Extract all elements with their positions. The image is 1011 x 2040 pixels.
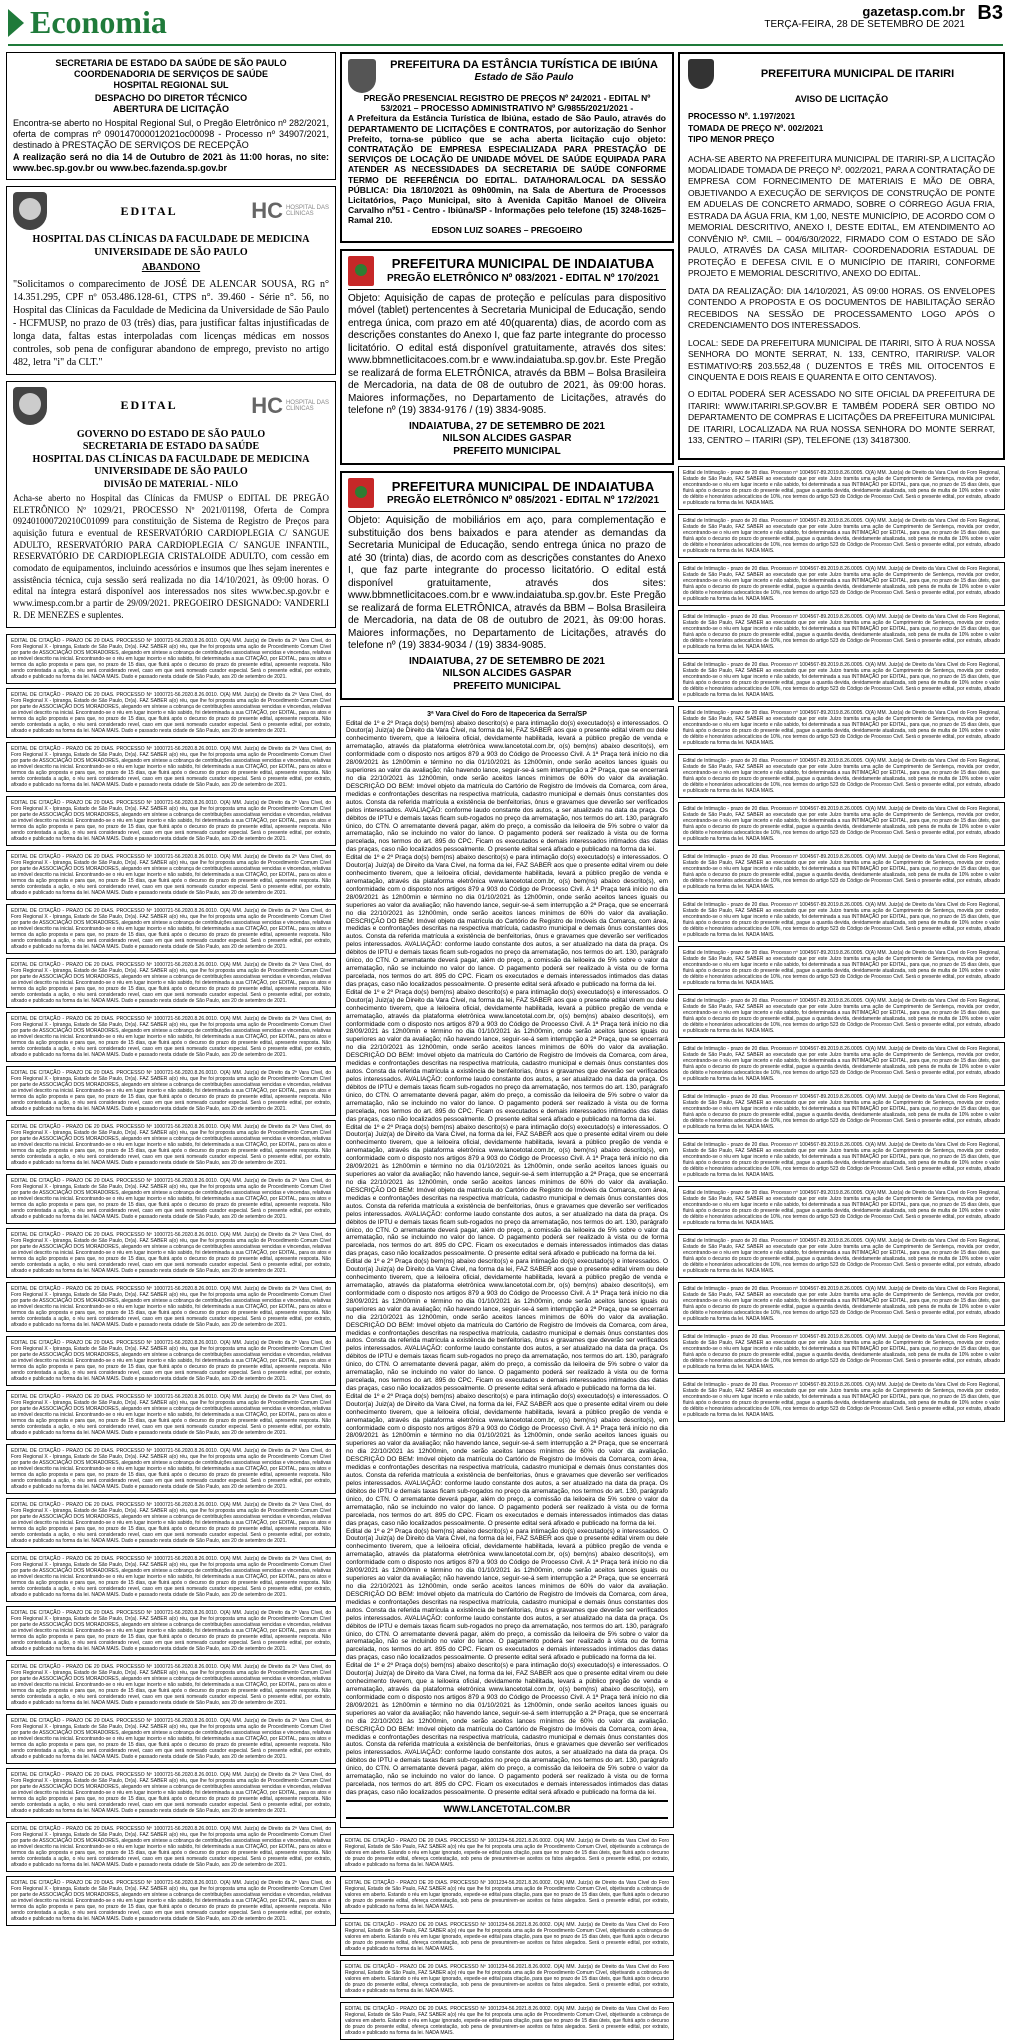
legal-notice	[6, 1444, 336, 1494]
edital-org: HOSPITAL DAS CLÍNICAS DA FACULDADE DE MEDICINA	[32, 234, 310, 246]
legal-notice	[678, 802, 1005, 846]
legal-notice	[6, 1876, 336, 1926]
column-left	[6, 52, 336, 1922]
legal-notice-text: Edital de Intimação - prazo de 20 dias. Processo nº 1004567-89.2019.8.26.0005. O(A) MM. Juiz(a) de Direito da Vara Cível do Foro Regional, Estado de São Paulo, FAZ SABER ao executado que por este Juízo tramita uma ação de Cumprimento de Sentença, movida por credor, encontrando-se o réu em lugar incerto e não sabido, foi determinada a sua INTIMAÇÃO por EDITAL, para que, no prazo de 15 dias úteis, que fluirá após o decurso do prazo do presente edital, pague a quantia devida, devidamente atualizada, sob pena de multa de 10% sobre o valor do débito e honorários advocatícios de 10%, nos termos do artigo 523 do Código de Processo Civil. Será o presente edital, por extrato, afixado e publicado na forma da lei. NADA MAIS.	[683, 757, 1000, 794]
legal-notice	[340, 1918, 674, 1956]
indaiatuba-notice-2	[340, 471, 674, 700]
legal-notice-text: Edital de Intimação - prazo de 20 dias. Processo nº 1004567-89.2019.8.26.0005. O(A) MM. Juiz(a) de Direito da Vara Cível do Foro Regional, Estado de São Paulo, FAZ SABER ao executado que por este Juízo tramita uma ação de Cumprimento de Sentença, movida por credor, encontrando-se o réu em lugar incerto e não sabido, foi determinada a sua INTIMAÇÃO por EDITAL, para que, no prazo de 15 dias úteis, que fluirá após o decurso do prazo do presente edital, pague a quantia devida, devidamente atualizada, sob pena de multa de 10% sobre o valor do débito e honorários advocatícios de 10%, nos termos do artigo 523 do Código de Processo Civil. Será o presente edital, por extrato, afixado e publicado na forma da lei. NADA MAIS.	[683, 517, 1000, 554]
legal-notice	[6, 742, 336, 792]
legal-notice	[678, 994, 1005, 1038]
itariri-paragraph: ACHA-SE ABERTO NA PREFEITURA MUNICIPAL DE ITARIRI-SP, A LICITAÇÃO MODALIDADE TOMADA DE PREÇO Nº. 002/2021, PARA A CONTRATAÇÃO DE EMPRESA COM FORNECIMENTO DE MATERIAIS E MÃO DE OBRA, OBJETIVANDO A EXECUÇÃO DE SERVIÇOS DE CONSTRUÇÃO DE PONTE EM ADUELAS DE CONCRETO ARMADO, SOBRE O CÓRREGO ÁGUA FRIA, ESTRADA DA ÁGUA FRIA, KM 1,00, NESTE MUNICÍPIO, DE ACORDO COM O MEMORIAL DESCRITIVO, ANEXO I, DESTE EDITAL, EM ATENDIMENTO AO CONVÊNIO Nº. CMIL – 004/6/30/2022, FIRMADO COM O ESTADO DE SÃO PAULO, ATRAVÉS DA CASA MILITAR- COORDENADORIA ESTADUAL DE PROTEÇÃO E DEFESA CIVIL E O MUNICÍPIO DE ITARIRI, CONFORME PROJETO E MEMORIAL DESCRITIVO, ANEXO DO EDITAL.	[688, 153, 995, 279]
signature-role: PREFEITO MUNICIPAL	[453, 445, 561, 457]
legal-notice	[6, 1120, 336, 1170]
legal-notice-text: Edital de Intimação - prazo de 20 dias. Processo nº 1004567-89.2019.8.26.0005. O(A) MM. Juiz(a) de Direito da Vara Cível do Foro Regional, Estado de São Paulo, FAZ SABER ao executado que por este Juízo tramita uma ação de Cumprimento de Sentença, movida por credor, encontrando-se o réu em lugar incerto e não sabido, foi determinada a sua INTIMAÇÃO por EDITAL, para que, no prazo de 15 dias úteis, que fluirá após o decurso do prazo do presente edital, pague a quantia devida, devidamente atualizada, sob pena de multa de 10% sobre o valor do débito e honorários advocatícios de 10%, nos termos do artigo 523 do Código de Processo Civil. Será o presente edital, por extrato, afixado e publicado na forma da lei. NADA MAIS.	[683, 1333, 1000, 1370]
legal-notice-text: Edital de Intimação - prazo de 20 dias. Processo nº 1004567-89.2019.8.26.0005. O(A) MM. Juiz(a) de Direito da Vara Cível do Foro Regional, Estado de São Paulo, FAZ SABER ao executado que por este Juízo tramita uma ação de Cumprimento de Sentença, movida por credor, encontrando-se o réu em lugar incerto e não sabido, foi determinada a sua INTIMAÇÃO por EDITAL, para que, no prazo de 15 dias úteis, que fluirá após o decurso do prazo do presente edital, pague a quantia devida, devidamente atualizada, sob pena de multa de 10% sobre o valor do débito e honorários advocatícios de 10%, nos termos do artigo 523 do Código de Processo Civil. Será o presente edital, por extrato, afixado e publicado na forma da lei. NADA MAIS.	[683, 565, 1000, 602]
legal-notice-text: EDITAL DE CITAÇÃO - PRAZO DE 20 DIAS. PROCESSO Nº 1000721-56.2020.8.26.0010. O(A) MM. Juiz(a) de Direito da 2ª Vara Cível, do Foro Regional X - Ipiranga, Estado de São Paulo, Dr(a). FAZ SABER a(o) réu, que lhe foi proposta uma ação de Procedimento Comum Cível por parte de ASSOCIAÇÃO DOS MORADORES, alegando em síntese a cobrança de contribuições associativas vencidas e vincendas, relativas ao imóvel descrito na inicial. Encontrando-se o réu em lugar incerto e não sabido, foi determinada a sua CITAÇÃO, por EDITAL, para os atos e termos da ação proposta e para que, no prazo de 15 dias, que fluirá após o decurso do prazo do presente edital, apresente resposta. Não sendo contestada a ação, o réu será considerado revel, caso em que será nomeado curador especial. Será o presente edital, por extrato, afixado e publicado na forma da lei. NADA MAIS. Dado e passado nesta cidade de São Paulo, aos 20 de setembro de 2021.	[11, 1285, 331, 1328]
indaiatuba-body: Objeto: Aquisição de mobiliários em aço, para complementação e substituição dos bens baixados e para atender as demandas da Secretaria Municipal de Educação, sendo entrega única no prazo de até 30 (trinta) dias, de acordo com as descrições constantes do Anexo I, que faz parte integrante do processo licitatório. O edital está disponível gratuitamente, através dos sites: www.bbmnetlicitacoes.com.br e www.indaiatuba.sp.gov.br. Este Pregão se realizará de forma ELETRÔNICA, através da BBM – Bolsa Brasileira de Mercadoria, na data de 08 de outubro de 2021, às 09:00 horas. Maiores informações, no Departamento de Licitações, através do telefone nº (19) 3834-9034 / (19) 3834-9085.	[348, 515, 666, 652]
legal-notice	[678, 514, 1005, 558]
indaiatuba-crest-icon	[348, 256, 374, 286]
legal-notice	[6, 688, 336, 738]
legal-notice	[678, 898, 1005, 942]
edital-org: UNIVERSIDADE DE SÃO PAULO	[94, 466, 248, 478]
column-right	[678, 52, 1005, 1782]
legal-notice	[678, 754, 1005, 798]
itariri-tipo: TIPO MENOR PREÇO	[688, 134, 775, 145]
legal-notice	[6, 1066, 336, 1116]
legal-notice	[6, 1174, 336, 1224]
legal-notice-text: EDITAL DE CITAÇÃO - PRAZO DE 20 DIAS. PROCESSO Nº 1000721-56.2020.8.26.0010. O(A) MM. Juiz(a) de Direito da 2ª Vara Cível, do Foro Regional X - Ipiranga, Estado de São Paulo, Dr(a). FAZ SABER a(o) réu, que lhe foi proposta uma ação de Procedimento Comum Cível por parte de ASSOCIAÇÃO DOS MORADORES, alegando em síntese a cobrança de contribuições associativas vencidas e vincendas, relativas ao imóvel descrito na inicial. Encontrando-se o réu em lugar incerto e não sabido, foi determinada a sua CITAÇÃO, por EDITAL, para os atos e termos da ação proposta e para que, no prazo de 15 dias, que fluirá após o decurso do prazo do presente edital, apresente resposta. Não sendo contestada a ação, o réu será considerado revel, caso em que será nomeado curador especial. Será o presente edital, por extrato, afixado e publicado na forma da lei. NADA MAIS. Dado e passado nesta cidade de São Paulo, aos 20 de setembro de 2021.	[11, 1555, 331, 1598]
legal-notice	[340, 1960, 674, 1998]
itariri-notice	[678, 52, 1005, 460]
logo-row	[13, 192, 329, 230]
edital-subject: ABANDONO	[141, 262, 201, 274]
auction-site-link[interactable]: WWW.LANCETOTAL.COM.BR	[346, 1800, 668, 1819]
legal-notice	[678, 610, 1005, 654]
ibiuna-notice	[340, 52, 674, 243]
legal-notice-text: EDITAL DE CITAÇÃO - PRAZO DE 20 DIAS. PROCESSO Nº 1000721-56.2020.8.26.0010. O(A) MM. Juiz(a) de Direito da 2ª Vara Cível, do Foro Regional X - Ipiranga, Estado de São Paulo, Dr(a). FAZ SABER a(o) réu, que lhe foi proposta uma ação de Procedimento Comum Cível por parte de ASSOCIAÇÃO DOS MORADORES, alegando em síntese a cobrança de contribuições associativas vencidas e vincendas, relativas ao imóvel descrito na inicial. Encontrando-se o réu em lugar incerto e não sabido, foi determinada a sua CITAÇÃO, por EDITAL, para os atos e termos da ação proposta e para que, no prazo de 15 dias, que fluirá após o decurso do prazo do presente edital, apresente resposta. Não sendo contestada a ação, o réu será considerado revel, caso em que será nomeado curador especial. Será o presente edital, por extrato, afixado e publicado na forma da lei. NADA MAIS. Dado e passado nesta cidade de São Paulo, aos 20 de setembro de 2021.	[11, 745, 331, 788]
legal-notice-text: EDITAL DE CITAÇÃO - PRAZO DE 20 DIAS. PROCESSO Nº 1001234-56.2021.8.26.0002. O(A) MM. Juiz(a) de Direito da Vara Cível do Foro Regional, Estado de São Paulo, FAZ SABER a(o) réu que lhe foi proposta uma ação de Procedimento Comum Cível, objetivando a cobrança de valores em aberto. Estando o réu em lugar ignorado, expede-se edital para citação, para que no prazo de 15 dias úteis, que fluirá após o decurso do prazo do presente edital, ofereça contestação, sob pena de presumirem-se aceitos os fatos alegados. Será o presente edital, por extrato, afixado e publicado na forma da lei. NADA MAIS.	[345, 1838, 669, 1869]
legal-notice	[6, 1336, 336, 1386]
auction-body: Edital de 1º e 2º Praça do(s) bem(ns) abaixo descrito(s) e para intimação do(s) executado(s) e interessados. O Doutor(a) Juiz(a) de Direito da Vara Cível, na forma da lei, FAZ SABER aos que o presente edital virem ou dele conhecimento tiverem, que a leiloeira oficial, devidamente habilitada, levará a público pregão de venda e arrematação, através da plataforma eletrônica www.lancetotal.com.br, o(s) bem(ns) abaixo descrito(s), em conformidade com o disposto nos artigos 879 a 903 do Código de Processo Civil. A 1ª Praça terá início no dia 28/09/2021 às 12h00min e término no dia 01/10/2021 às 12h00min, onde serão aceitos lances iguais ou superiores ao valor da avaliação; não havendo lance, seguir-se-á sem interrupção a 2ª Praça, que se encerrará no dia 22/10/2021 às 12h00min, onde serão aceitos lances mínimos de 60% do valor da avaliação. DESCRIÇÃO DO BEM: Imóvel objeto da matrícula do Cartório de Registro de Imóveis da Comarca, com área, medidas e confrontações descritas na respectiva matrícula, cadastro municipal e demais ônus constantes dos autos. Consta da referida matrícula a existência de benfeitorias, ônus e gravames que deverão ser verificados pelos interessados. AVALIAÇÃO: conforme laudo constante dos autos, a ser atualizado na data da praça. Os débitos de IPTU e demais taxas ficam sub-rogados no preço da arrematação, nos termos do art. 130, parágrafo único, do CTN. O arrematante deverá pagar, além do preço, a comissão da leiloeira de 5% sobre o valor da arrematação, não se incluindo no valor do lance. O pagamento poderá ser realizado à vista ou de forma parcelada, nos termos do art. 895 do CPC. Ficam os executados e demais interessados intimados das datas das praças, caso não localizados pessoalmente. O presente edital será afixado e publicado na forma da lei.	[346, 1527, 668, 1662]
auction-body: Edital de 1º e 2º Praça do(s) bem(ns) abaixo descrito(s) e para intimação do(s) executado(s) e interessados. O Doutor(a) Juiz(a) de Direito da Vara Cível, na forma da lei, FAZ SABER aos que o presente edital virem ou dele conhecimento tiverem, que a leiloeira oficial, devidamente habilitada, levará a público pregão de venda e arrematação, através da plataforma eletrônica www.lancetotal.com.br, o(s) bem(ns) abaixo descrito(s), em conformidade com o disposto nos artigos 879 a 903 do Código de Processo Civil. A 1ª Praça terá início no dia 28/09/2021 às 12h00min e término no dia 01/10/2021 às 12h00min, onde serão aceitos lances iguais ou superiores ao valor da avaliação; não havendo lance, seguir-se-á sem interrupção a 2ª Praça, que se encerrará no dia 22/10/2021 às 12h00min, onde serão aceitos lances mínimos de 60% do valor da avaliação. DESCRIÇÃO DO BEM: Imóvel objeto da matrícula do Cartório de Registro de Imóveis da Comarca, com área, medidas e confrontações descritas na respectiva matrícula, cadastro municipal e demais ônus constantes dos autos. Consta da referida matrícula a existência de benfeitorias, ônus e gravames que deverão ser verificados pelos interessados. AVALIAÇÃO: conforme laudo constante dos autos, a ser atualizado na data da praça. Os débitos de IPTU e demais taxas ficam sub-rogados no preço da arrematação, nos termos do art. 130, parágrafo único, do CTN. O arrematante deverá pagar, além do preço, a comissão da leiloeira de 5% sobre o valor da arrematação, não se incluindo no valor do lance. O pagamento poderá ser realizado à vista ou de forma parcelada, nos termos do art. 895 do CPC. Ficam os executados e demais interessados intimados das datas das praças, caso não localizados pessoalmente. O presente edital será afixado e publicado na forma da lei.	[346, 988, 668, 1123]
notice-heading: DESPACHO DO DIRETOR TÉCNICO	[94, 93, 248, 104]
legal-notice-text: EDITAL DE CITAÇÃO - PRAZO DE 20 DIAS. PROCESSO Nº 1000721-56.2020.8.26.0010. O(A) MM. Juiz(a) de Direito da 2ª Vara Cível, do Foro Regional X - Ipiranga, Estado de São Paulo, Dr(a). FAZ SABER a(o) réu, que lhe foi proposta uma ação de Procedimento Comum Cível por parte de ASSOCIAÇÃO DOS MORADORES, alegando em síntese a cobrança de contribuições associativas vencidas e vincendas, relativas ao imóvel descrito na inicial. Encontrando-se o réu em lugar incerto e não sabido, foi determinada a sua CITAÇÃO, por EDITAL, para os atos e termos da ação proposta e para que, no prazo de 15 dias, que fluirá após o decurso do prazo do presente edital, apresente resposta. Não sendo contestada a ação, o réu será considerado revel, caso em que será nomeado curador especial. Será o presente edital, por extrato, afixado e publicado na forma da lei. NADA MAIS. Dado e passado nesta cidade de São Paulo, aos 20 de setembro de 2021.	[11, 1717, 331, 1760]
legal-notice	[6, 1714, 336, 1764]
edital-body: "Solicitamos o comparecimento de JOSÉ DE ALENCAR SOUSA, RG n° 14.351.295, CPF nº 053.486.128-61, CTPS n°. 39.460 - Série n°. 56, no Hospital das Clínicas da Faculdade de Medicina da Universidade de São Paulo - HCFMUSP, no prazo de 03 (três) dias, para justificar faltas injustificadas de longa data, faltas estas interpoladas com licenças médicas em nossos controles, sob pena de configurar abandono de emprego, previsto no artigo 482, letra "i" da CLT."	[13, 278, 329, 368]
legal-notice	[678, 1186, 1005, 1230]
section-title	[8, 4, 167, 41]
edital-org: UNIVERSIDADE DE SÃO PAULO	[94, 246, 248, 258]
edital-title: EDITAL	[120, 203, 178, 218]
hc-edital-pregao	[6, 381, 336, 628]
legal-notice	[6, 1822, 336, 1872]
signature-date: INDAIATUBA, 27 DE SETEMBRO DE 2021	[409, 655, 605, 667]
legal-notice	[6, 1282, 336, 1332]
edital-org: DIVISÃO DE MATERIAL - NILO	[103, 478, 239, 489]
legal-notice-text: EDITAL DE CITAÇÃO - PRAZO DE 20 DIAS. PROCESSO Nº 1000721-56.2020.8.26.0010. O(A) MM. Juiz(a) de Direito da 2ª Vara Cível, do Foro Regional X - Ipiranga, Estado de São Paulo, Dr(a). FAZ SABER a(o) réu, que lhe foi proposta uma ação de Procedimento Comum Cível por parte de ASSOCIAÇÃO DOS MORADORES, alegando em síntese a cobrança de contribuições associativas vencidas e vincendas, relativas ao imóvel descrito na inicial. Encontrando-se o réu em lugar incerto e não sabido, foi determinada a sua CITAÇÃO, por EDITAL, para os atos e termos da ação proposta e para que, no prazo de 15 dias, que fluirá após o decurso do prazo do presente edital, apresente resposta. Não sendo contestada a ação, o réu será considerado revel, caso em que será nomeado curador especial. Será o presente edital, por extrato, afixado e publicado na forma da lei. NADA MAIS. Dado e passado nesta cidade de São Paulo, aos 20 de setembro de 2021.	[11, 637, 331, 680]
site-name: gazetasp.com.br	[862, 4, 965, 19]
legal-notice	[6, 1498, 336, 1548]
signature-role: PREFEITO MUNICIPAL	[453, 680, 561, 692]
legal-notice-text: EDITAL DE CITAÇÃO - PRAZO DE 20 DIAS. PROCESSO Nº 1000721-56.2020.8.26.0010. O(A) MM. Juiz(a) de Direito da 2ª Vara Cível, do Foro Regional X - Ipiranga, Estado de São Paulo, Dr(a). FAZ SABER a(o) réu, que lhe foi proposta uma ação de Procedimento Comum Cível por parte de ASSOCIAÇÃO DOS MORADORES, alegando em síntese a cobrança de contribuições associativas vencidas e vincendas, relativas ao imóvel descrito na inicial. Encontrando-se o réu em lugar incerto e não sabido, foi determinada a sua CITAÇÃO, por EDITAL, para os atos e termos da ação proposta e para que, no prazo de 15 dias, que fluirá após o decurso do prazo do presente edital, apresente resposta. Não sendo contestada a ação, o réu será considerado revel, caso em que será nomeado curador especial. Será o presente edital, por extrato, afixado e publicado na forma da lei. NADA MAIS. Dado e passado nesta cidade de São Paulo, aos 20 de setembro de 2021.	[11, 1339, 331, 1382]
legal-notice-text: EDITAL DE CITAÇÃO - PRAZO DE 20 DIAS. PROCESSO Nº 1000721-56.2020.8.26.0010. O(A) MM. Juiz(a) de Direito da 2ª Vara Cível, do Foro Regional X - Ipiranga, Estado de São Paulo, Dr(a). FAZ SABER a(o) réu, que lhe foi proposta uma ação de Procedimento Comum Cível por parte de ASSOCIAÇÃO DOS MORADORES, alegando em síntese a cobrança de contribuições associativas vencidas e vincendas, relativas ao imóvel descrito na inicial. Encontrando-se o réu em lugar incerto e não sabido, foi determinada a sua CITAÇÃO, por EDITAL, para os atos e termos da ação proposta e para que, no prazo de 15 dias, que fluirá após o decurso do prazo do presente edital, apresente resposta. Não sendo contestada a ação, o réu será considerado revel, caso em que será nomeado curador especial. Será o presente edital, por extrato, afixado e publicado na forma da lei. NADA MAIS. Dado e passado nesta cidade de São Paulo, aos 20 de setembro de 2021.	[11, 799, 331, 842]
legal-notice-text: Edital de Intimação - prazo de 20 dias. Processo nº 1004567-89.2019.8.26.0005. O(A) MM. Juiz(a) de Direito da Vara Cível do Foro Regional, Estado de São Paulo, FAZ SABER ao executado que por este Juízo tramita uma ação de Cumprimento de Sentença, movida por credor, encontrando-se o réu em lugar incerto e não sabido, foi determinada a sua INTIMAÇÃO por EDITAL, para que, no prazo de 15 dias úteis, que fluirá após o decurso do prazo do presente edital, pague a quantia devida, devidamente atualizada, sob pena de multa de 10% sobre o valor do débito e honorários advocatícios de 10%, nos termos do artigo 523 do Código de Processo Civil. Será o presente edital, por extrato, afixado e publicado na forma da lei. NADA MAIS.	[683, 805, 1000, 842]
notice-heading: ABERTURA DE LICITAÇÃO	[113, 104, 229, 115]
itariri-process: PROCESSO Nº. 1.197/2021	[688, 111, 796, 122]
indaiatuba-signature	[348, 656, 666, 694]
ibiuna-body: A Prefeitura da Estância Turística de Ibiúna, estado de São Paulo, através do DEPARTAMENTO DE LICITAÇÕES E CONTRATOS, por autorização do Senhor Prefeito, torna-se público que se acha aberta licitação cujo objeto: CONTRATAÇÃO DE EMPRESA ESPECIALIZADA PARA PRESTAÇÃO DE SERVIÇOS DE LOCAÇÃO DE UNIDADE MÓVEL DE SAÚDE EQUIPADA PARA ATENDER AS NECESSIDADES DA SECRETARIA DE SAÚDE CONFORME TERMO DE REFERÊNCIA DO EDITAL. DATA/HORA/LOCAL DA SESSÃO PÚBLICA: Dia 18/10/2021 às 09h00min, na Sala de Abertura de Processos Licitatórios, Paço Municipal, sito à Avenida Capitão Manoel de Oliveira Carvalho nº51 - Centro - Ibiúna/SP - Informações pelo telefone (15) 3248-1625– Ramal 210.	[348, 113, 666, 226]
legal-notice	[6, 1606, 336, 1656]
indaiatuba-notice-1	[340, 249, 674, 466]
legal-notice-text: Edital de Intimação - prazo de 20 dias. Processo nº 1004567-89.2019.8.26.0005. O(A) MM. Juiz(a) de Direito da Vara Cível do Foro Regional, Estado de São Paulo, FAZ SABER ao executado que por este Juízo tramita uma ação de Cumprimento de Sentença, movida por credor, encontrando-se o réu em lugar incerto e não sabido, foi determinada a sua INTIMAÇÃO por EDITAL, para que, no prazo de 15 dias úteis, que fluirá após o decurso do prazo do presente edital, pague a quantia devida, devidamente atualizada, sob pena de multa de 10% sobre o valor do débito e honorários advocatícios de 10%, nos termos do artigo 523 do Código de Processo Civil. Será o presente edital, por extrato, afixado e publicado na forma da lei. NADA MAIS.	[683, 901, 1000, 938]
logo-row	[13, 387, 329, 425]
legal-notice	[678, 466, 1005, 510]
auction-body: Edital de 1º e 2º Praça do(s) bem(ns) abaixo descrito(s) e para intimação do(s) executado(s) e interessados. O Doutor(a) Juiz(a) de Direito da Vara Cível, na forma da lei, FAZ SABER aos que o presente edital virem ou dele conhecimento tiverem, que a leiloeira oficial, devidamente habilitada, levará a público pregão de venda e arrematação, através da plataforma eletrônica www.lancetotal.com.br, o(s) bem(ns) abaixo descrito(s), em conformidade com o disposto nos artigos 879 a 903 do Código de Processo Civil. A 1ª Praça terá início no dia 28/09/2021 às 12h00min e término no dia 01/10/2021 às 12h00min, onde serão aceitos lances iguais ou superiores ao valor da avaliação; não havendo lance, seguir-se-á sem interrupção a 2ª Praça, que se encerrará no dia 22/10/2021 às 12h00min, onde serão aceitos lances mínimos de 60% do valor da avaliação. DESCRIÇÃO DO BEM: Imóvel objeto da matrícula do Cartório de Registro de Imóveis da Comarca, com área, medidas e confrontações descritas na respectiva matrícula, cadastro municipal e demais ônus constantes dos autos. Consta da referida matrícula a existência de benfeitorias, ônus e gravames que deverão ser verificados pelos interessados. AVALIAÇÃO: conforme laudo constante dos autos, a ser atualizado na data da praça. Os débitos de IPTU e demais taxas ficam sub-rogados no preço da arrematação, nos termos do art. 130, parágrafo único, do CTN. O arrematante deverá pagar, além do preço, a comissão da leiloeira de 5% sobre o valor da arrematação, não se incluindo no valor do lance. O pagamento poderá ser realizado à vista ou de forma parcelada, nos termos do art. 895 do CPC. Ficam os executados e demais interessados intimados das datas das praças, caso não localizados pessoalmente. O presente edital será afixado e publicado na forma da lei.	[346, 719, 668, 854]
auction-body: Edital de 1º e 2º Praça do(s) bem(ns) abaixo descrito(s) e para intimação do(s) executado(s) e interessados. O Doutor(a) Juiz(a) de Direito da Vara Cível, na forma da lei, FAZ SABER aos que o presente edital virem ou dele conhecimento tiverem, que a leiloeira oficial, devidamente habilitada, levará a público pregão de venda e arrematação, através da plataforma eletrônica www.lancetotal.com.br, o(s) bem(ns) abaixo descrito(s), em conformidade com o disposto nos artigos 879 a 903 do Código de Processo Civil. A 1ª Praça terá início no dia 28/09/2021 às 12h00min e término no dia 01/10/2021 às 12h00min, onde serão aceitos lances iguais ou superiores ao valor da avaliação; não havendo lance, seguir-se-á sem interrupção a 2ª Praça, que se encerrará no dia 22/10/2021 às 12h00min, onde serão aceitos lances mínimos de 60% do valor da avaliação. DESCRIÇÃO DO BEM: Imóvel objeto da matrícula do Cartório de Registro de Imóveis da Comarca, com área, medidas e confrontações descritas na respectiva matrícula, cadastro municipal e demais ônus constantes dos autos. Consta da referida matrícula a existência de benfeitorias, ônus e gravames que deverão ser verificados pelos interessados. AVALIAÇÃO: conforme laudo constante dos autos, a ser atualizado na data da praça. Os débitos de IPTU e demais taxas ficam sub-rogados no preço da arrematação, nos termos do art. 130, parágrafo único, do CTN. O arrematante deverá pagar, além do preço, a comissão da leiloeira de 5% sobre o valor da arrematação, não se incluindo no valor do lance. O pagamento poderá ser realizado à vista ou de forma parcelada, nos termos do art. 895 do CPC. Ficam os executados e demais interessados intimados das datas das praças, caso não localizados pessoalmente. O presente edital será afixado e publicado na forma da lei.	[346, 1123, 668, 1258]
ibiuna-crest-icon	[348, 59, 376, 93]
hc-logo-icon: HC HOSPITAL DAS CLÍNICAS	[251, 392, 329, 418]
signature-name: NILSON ALCIDES GASPAR	[442, 668, 572, 680]
page-number: B3	[977, 2, 1003, 24]
legal-notice-text: EDITAL DE CITAÇÃO - PRAZO DE 20 DIAS. PROCESSO Nº 1000721-56.2020.8.26.0010. O(A) MM. Juiz(a) de Direito da 2ª Vara Cível, do Foro Regional X - Ipiranga, Estado de São Paulo, Dr(a). FAZ SABER a(o) réu, que lhe foi proposta uma ação de Procedimento Comum Cível por parte de ASSOCIAÇÃO DOS MORADORES, alegando em síntese a cobrança de contribuições associativas vencidas e vincendas, relativas ao imóvel descrito na inicial. Encontrando-se o réu em lugar incerto e não sabido, foi determinada a sua CITAÇÃO, por EDITAL, para os atos e termos da ação proposta e para que, no prazo de 15 dias, que fluirá após o decurso do prazo do presente edital, apresente resposta. Não sendo contestada a ação, o réu será considerado revel, caso em que será nomeado curador especial. Será o presente edital, por extrato, afixado e publicado na forma da lei. NADA MAIS. Dado e passado nesta cidade de São Paulo, aos 20 de setembro de 2021.	[11, 691, 331, 734]
legal-notice-text: Edital de Intimação - prazo de 20 dias. Processo nº 1004567-89.2019.8.26.0005. O(A) MM. Juiz(a) de Direito da Vara Cível do Foro Regional, Estado de São Paulo, FAZ SABER ao executado que por este Juízo tramita uma ação de Cumprimento de Sentença, movida por credor, encontrando-se o réu em lugar incerto e não sabido, foi determinada a sua INTIMAÇÃO por EDITAL, para que, no prazo de 15 dias úteis, que fluirá após o decurso do prazo do presente edital, pague a quantia devida, devidamente atualizada, sob pena de multa de 10% sobre o valor do débito e honorários advocatícios de 10%, nos termos do artigo 523 do Código de Processo Civil. Será o presente edital, por extrato, afixado e publicado na forma da lei. NADA MAIS.	[683, 1285, 1000, 1322]
legal-notice	[678, 658, 1005, 702]
itariri-paragraph: O EDITAL PODERÁ SER ACESSADO NO SITE OFICIAL DA PREFEITURA DE ITARIRI: WWW.ITARIRI.SP.GOV.BR E TAMBÉM PODERÁ SER OBTIDO NO DEPARTAMENTO DE COMPRAS E LICITAÇÕES DA PREFEITURA MUNICIPAL DE ITARIRI, LOCALIZADA NA RUA NOSSA SENHORA DO MONTE SERRAT, 133, CENTRO – ITARIRI (SP), TELEFONE (13) 34187300.	[688, 389, 995, 446]
legal-notice	[6, 958, 336, 1008]
legal-notice	[6, 904, 336, 954]
edition-date: TERÇA-FEIRA, 28 DE SETEMBRO DE 2021	[764, 19, 965, 30]
indaiatuba-crest-icon	[348, 478, 374, 508]
legal-notice-text: EDITAL DE CITAÇÃO - PRAZO DE 20 DIAS. PROCESSO Nº 1000721-56.2020.8.26.0010. O(A) MM. Juiz(a) de Direito da 2ª Vara Cível, do Foro Regional X - Ipiranga, Estado de São Paulo, Dr(a). FAZ SABER a(o) réu, que lhe foi proposta uma ação de Procedimento Comum Cível por parte de ASSOCIAÇÃO DOS MORADORES, alegando em síntese a cobrança de contribuições associativas vencidas e vincendas, relativas ao imóvel descrito na inicial. Encontrando-se o réu em lugar incerto e não sabido, foi determinada a sua CITAÇÃO, por EDITAL, para os atos e termos da ação proposta e para que, no prazo de 15 dias, que fluirá após o decurso do prazo do presente edital, apresente resposta. Não sendo contestada a ação, o réu será considerado revel, caso em que será nomeado curador especial. Será o presente edital, por extrato, afixado e publicado na forma da lei. NADA MAIS. Dado e passado nesta cidade de São Paulo, aos 20 de setembro de 2021.	[11, 1609, 331, 1652]
legal-notice	[678, 1138, 1005, 1182]
legal-notice	[6, 1012, 336, 1062]
notice-org-line: HOSPITAL REGIONAL SUL	[113, 79, 229, 90]
legal-notice-text: EDITAL DE CITAÇÃO - PRAZO DE 20 DIAS. PROCESSO Nº 1001234-56.2021.8.26.0002. O(A) MM. Juiz(a) de Direito da Vara Cível do Foro Regional, Estado de São Paulo, FAZ SABER a(o) réu que lhe foi proposta uma ação de Procedimento Comum Cível, objetivando a cobrança de valores em aberto. Estando o réu em lugar ignorado, expede-se edital para citação, para que no prazo de 15 dias úteis, que fluirá após o decurso do prazo do presente edital, ofereça contestação, sob pena de presumirem-se aceitos os fatos alegados. Será o presente edital, por extrato, afixado e publicado na forma da lei. NADA MAIS.	[345, 1964, 669, 1995]
legal-notice-text: EDITAL DE CITAÇÃO - PRAZO DE 20 DIAS. PROCESSO Nº 1000721-56.2020.8.26.0010. O(A) MM. Juiz(a) de Direito da 2ª Vara Cível, do Foro Regional X - Ipiranga, Estado de São Paulo, Dr(a). FAZ SABER a(o) réu, que lhe foi proposta uma ação de Procedimento Comum Cível por parte de ASSOCIAÇÃO DOS MORADORES, alegando em síntese a cobrança de contribuições associativas vencidas e vincendas, relativas ao imóvel descrito na inicial. Encontrando-se o réu em lugar incerto e não sabido, foi determinada a sua CITAÇÃO, por EDITAL, para os atos e termos da ação proposta e para que, no prazo de 15 dias, que fluirá após o decurso do prazo do presente edital, apresente resposta. Não sendo contestada a ação, o réu será considerado revel, caso em que será nomeado curador especial. Será o presente edital, por extrato, afixado e publicado na forma da lei. NADA MAIS. Dado e passado nesta cidade de São Paulo, aos 20 de setembro de 2021.	[11, 961, 331, 1004]
ibiuna-line: PREGÃO PRESENCIAL REGISTRO DE PREÇOS Nº 24/2021 - EDITAL Nº 53/2021 – PROCESSO ADMINISTRATIVO Nº G/9855/2021/2021 -	[363, 93, 651, 114]
hospital-regional-notice	[6, 52, 336, 180]
legal-notice-text: EDITAL DE CITAÇÃO - PRAZO DE 20 DIAS. PROCESSO Nº 1000721-56.2020.8.26.0010. O(A) MM. Juiz(a) de Direito da 2ª Vara Cível, do Foro Regional X - Ipiranga, Estado de São Paulo, Dr(a). FAZ SABER a(o) réu, que lhe foi proposta uma ação de Procedimento Comum Cível por parte de ASSOCIAÇÃO DOS MORADORES, alegando em síntese a cobrança de contribuições associativas vencidas e vincendas, relativas ao imóvel descrito na inicial. Encontrando-se o réu em lugar incerto e não sabido, foi determinada a sua CITAÇÃO, por EDITAL, para os atos e termos da ação proposta e para que, no prazo de 15 dias, que fluirá após o decurso do prazo do presente edital, apresente resposta. Não sendo contestada a ação, o réu será considerado revel, caso em que será nomeado curador especial. Será o presente edital, por extrato, afixado e publicado na forma da lei. NADA MAIS. Dado e passado nesta cidade de São Paulo, aos 20 de setembro de 2021.	[11, 907, 331, 950]
legal-notice	[340, 1876, 674, 1914]
legal-notice-text: Edital de Intimação - prazo de 20 dias. Processo nº 1004567-89.2019.8.26.0005. O(A) MM. Juiz(a) de Direito da Vara Cível do Foro Regional, Estado de São Paulo, FAZ SABER ao executado que por este Juízo tramita uma ação de Cumprimento de Sentença, movida por credor, encontrando-se o réu em lugar incerto e não sabido, foi determinada a sua INTIMAÇÃO por EDITAL, para que, no prazo de 15 dias úteis, que fluirá após o decurso do prazo do presente edital, pague a quantia devida, devidamente atualizada, sob pena de multa de 10% sobre o valor do débito e honorários advocatícios de 10%, nos termos do artigo 523 do Código de Processo Civil. Será o presente edital, por extrato, afixado e publicado na forma da lei. NADA MAIS.	[683, 1237, 1000, 1274]
notice-footer: A realização será no dia 14 de Outubro de 2021 às 11:00 horas, no site: www.bec.sp.gov.br ou www.bec.fazenda.sp.gov.br	[13, 151, 329, 173]
indaiatuba-subtitle: PREGÃO ELETRÔNICO Nº 085/2021 - EDITAL Nº 172/2021	[386, 495, 660, 506]
legal-notice	[340, 2002, 674, 2040]
legal-notice	[678, 1234, 1005, 1278]
legal-notice-text: Edital de Intimação - prazo de 20 dias. Processo nº 1004567-89.2019.8.26.0005. O(A) MM. Juiz(a) de Direito da Vara Cível do Foro Regional, Estado de São Paulo, FAZ SABER ao executado que por este Juízo tramita uma ação de Cumprimento de Sentença, movida por credor, encontrando-se o réu em lugar incerto e não sabido, foi determinada a sua INTIMAÇÃO por EDITAL, para que, no prazo de 15 dias úteis, que fluirá após o decurso do prazo do presente edital, pague a quantia devida, devidamente atualizada, sob pena de multa de 10% sobre o valor do débito e honorários advocatícios de 10%, nos termos do artigo 523 do Código de Processo Civil. Será o presente edital, por extrato, afixado e publicado na forma da lei. NADA MAIS.	[683, 709, 1000, 746]
legal-notice	[678, 562, 1005, 606]
ibiuna-header	[348, 59, 666, 93]
state-crest-icon	[13, 192, 47, 230]
itariri-header	[688, 59, 995, 89]
legal-notice-text: EDITAL DE CITAÇÃO - PRAZO DE 20 DIAS. PROCESSO Nº 1000721-56.2020.8.26.0010. O(A) MM. Juiz(a) de Direito da 2ª Vara Cível, do Foro Regional X - Ipiranga, Estado de São Paulo, Dr(a). FAZ SABER a(o) réu, que lhe foi proposta uma ação de Procedimento Comum Cível por parte de ASSOCIAÇÃO DOS MORADORES, alegando em síntese a cobrança de contribuições associativas vencidas e vincendas, relativas ao imóvel descrito na inicial. Encontrando-se o réu em lugar incerto e não sabido, foi determinada a sua CITAÇÃO, por EDITAL, para os atos e termos da ação proposta e para que, no prazo de 15 dias, que fluirá após o decurso do prazo do presente edital, apresente resposta. Não sendo contestada a ação, o réu será considerado revel, caso em que será nomeado curador especial. Será o presente edital, por extrato, afixado e publicado na forma da lei. NADA MAIS. Dado e passado nesta cidade de São Paulo, aos 20 de setembro de 2021.	[11, 1771, 331, 1814]
hc-edital-abandono	[6, 186, 336, 375]
edital-body: Acha-se aberto no Hospital das Clínicas da FMUSP o EDITAL DE PREGÃO ELETRÔNICO Nº 1029/21, PROCESSO Nº 2021/01198, Oferta de Compra 092401000720210C01099 para constituição de Sistema de Registro de Preços para aquisição futura e eventual de RESERVATÓRIO CARDIOPLEGIA C/ SANGUE ADULTO, RESERVATÓRIO PARA CARDIOPLEGIA C/ SANGUE INFANTIL, RESERVATÓRIO DE CARDIOPLEGIA CRISTALOIDE ADULTO, com cessão em comodato de equipamentos, incluindo acessórios e insumos que lhes sejam inerentes e assistência técnica, cuja sessão será realizada no dia 14/10/2021, às 09:00 horas. O edital na íntegra estará disponível aos interessados nos sites www.bec.sp.gov.br e www.imesp.com.br a partir de 29/09/2021. PREGOEIRO DESIGNADO: VANDERLI R. DE MENEZES e suplentes.	[13, 492, 329, 620]
legal-notice-text: EDITAL DE CITAÇÃO - PRAZO DE 20 DIAS. PROCESSO Nº 1000721-56.2020.8.26.0010. O(A) MM. Juiz(a) de Direito da 2ª Vara Cível, do Foro Regional X - Ipiranga, Estado de São Paulo, Dr(a). FAZ SABER a(o) réu, que lhe foi proposta uma ação de Procedimento Comum Cível por parte de ASSOCIAÇÃO DOS MORADORES, alegando em síntese a cobrança de contribuições associativas vencidas e vincendas, relativas ao imóvel descrito na inicial. Encontrando-se o réu em lugar incerto e não sabido, foi determinada a sua CITAÇÃO, por EDITAL, para os atos e termos da ação proposta e para que, no prazo de 15 dias, que fluirá após o decurso do prazo do presente edital, apresente resposta. Não sendo contestada a ação, o réu será considerado revel, caso em que será nomeado curador especial. Será o presente edital, por extrato, afixado e publicado na forma da lei. NADA MAIS. Dado e passado nesta cidade de São Paulo, aos 20 de setembro de 2021.	[11, 1231, 331, 1274]
legal-notice-text: EDITAL DE CITAÇÃO - PRAZO DE 20 DIAS. PROCESSO Nº 1000721-56.2020.8.26.0010. O(A) MM. Juiz(a) de Direito da 2ª Vara Cível, do Foro Regional X - Ipiranga, Estado de São Paulo, Dr(a). FAZ SABER a(o) réu, que lhe foi proposta uma ação de Procedimento Comum Cível por parte de ASSOCIAÇÃO DOS MORADORES, alegando em síntese a cobrança de contribuições associativas vencidas e vincendas, relativas ao imóvel descrito na inicial. Encontrando-se o réu em lugar incerto e não sabido, foi determinada a sua CITAÇÃO, por EDITAL, para os atos e termos da ação proposta e para que, no prazo de 15 dias, que fluirá após o decurso do prazo do presente edital, apresente resposta. Não sendo contestada a ação, o réu será considerado revel, caso em que será nomeado curador especial. Será o presente edital, por extrato, afixado e publicado na forma da lei. NADA MAIS. Dado e passado nesta cidade de São Paulo, aos 20 de setembro de 2021.	[11, 853, 331, 896]
legal-notice-text: EDITAL DE CITAÇÃO - PRAZO DE 20 DIAS. PROCESSO Nº 1000721-56.2020.8.26.0010. O(A) MM. Juiz(a) de Direito da 2ª Vara Cível, do Foro Regional X - Ipiranga, Estado de São Paulo, Dr(a). FAZ SABER a(o) réu, que lhe foi proposta uma ação de Procedimento Comum Cível por parte de ASSOCIAÇÃO DOS MORADORES, alegando em síntese a cobrança de contribuições associativas vencidas e vincendas, relativas ao imóvel descrito na inicial. Encontrando-se o réu em lugar incerto e não sabido, foi determinada a sua CITAÇÃO, por EDITAL, para os atos e termos da ação proposta e para que, no prazo de 15 dias, que fluirá após o decurso do prazo do presente edital, apresente resposta. Não sendo contestada a ação, o réu será considerado revel, caso em que será nomeado curador especial. Será o presente edital, por extrato, afixado e publicado na forma da lei. NADA MAIS. Dado e passado nesta cidade de São Paulo, aos 20 de setembro de 2021.	[11, 1663, 331, 1706]
legal-notice	[6, 1228, 336, 1278]
masthead	[0, 0, 1011, 48]
legal-notice	[6, 1390, 336, 1440]
ibiuna-subtitle: Estado de São Paulo	[474, 72, 574, 84]
legal-notice-text: EDITAL DE CITAÇÃO - PRAZO DE 20 DIAS. PROCESSO Nº 1000721-56.2020.8.26.0010. O(A) MM. Juiz(a) de Direito da 2ª Vara Cível, do Foro Regional X - Ipiranga, Estado de São Paulo, Dr(a). FAZ SABER a(o) réu, que lhe foi proposta uma ação de Procedimento Comum Cível por parte de ASSOCIAÇÃO DOS MORADORES, alegando em síntese a cobrança de contribuições associativas vencidas e vincendas, relativas ao imóvel descrito na inicial. Encontrando-se o réu em lugar incerto e não sabido, foi determinada a sua CITAÇÃO, por EDITAL, para os atos e termos da ação proposta e para que, no prazo de 15 dias, que fluirá após o decurso do prazo do presente edital, apresente resposta. Não sendo contestada a ação, o réu será considerado revel, caso em que será nomeado curador especial. Será o presente edital, por extrato, afixado e publicado na forma da lei. NADA MAIS. Dado e passado nesta cidade de São Paulo, aos 20 de setembro de 2021.	[11, 1069, 331, 1112]
legal-notice-text: Edital de Intimação - prazo de 20 dias. Processo nº 1004567-89.2019.8.26.0005. O(A) MM. Juiz(a) de Direito da Vara Cível do Foro Regional, Estado de São Paulo, FAZ SABER ao executado que por este Juízo tramita uma ação de Cumprimento de Sentença, movida por credor, encontrando-se o réu em lugar incerto e não sabido, foi determinada a sua INTIMAÇÃO por EDITAL, para que, no prazo de 15 dias úteis, que fluirá após o decurso do prazo do presente edital, pague a quantia devida, devidamente atualizada, sob pena de multa de 10% sobre o valor do débito e honorários advocatícios de 10%, nos termos do artigo 523 do Código de Processo Civil. Será o presente edital, por extrato, afixado e publicado na forma da lei. NADA MAIS.	[683, 1141, 1000, 1178]
legal-notice	[6, 850, 336, 900]
notice-org-line: SECRETARIA DE ESTADO DA SAÚDE DE SÃO PAULO	[55, 58, 287, 68]
chevron-right-icon	[8, 9, 24, 37]
state-crest-icon	[13, 387, 47, 425]
legal-notice-text: EDITAL DE CITAÇÃO - PRAZO DE 20 DIAS. PROCESSO Nº 1000721-56.2020.8.26.0010. O(A) MM. Juiz(a) de Direito da 2ª Vara Cível, do Foro Regional X - Ipiranga, Estado de São Paulo, Dr(a). FAZ SABER a(o) réu, que lhe foi proposta uma ação de Procedimento Comum Cível por parte de ASSOCIAÇÃO DOS MORADORES, alegando em síntese a cobrança de contribuições associativas vencidas e vincendas, relativas ao imóvel descrito na inicial. Encontrando-se o réu em lugar incerto e não sabido, foi determinada a sua CITAÇÃO, por EDITAL, para os atos e termos da ação proposta e para que, no prazo de 15 dias, que fluirá após o decurso do prazo do presente edital, apresente resposta. Não sendo contestada a ação, o réu será considerado revel, caso em que será nomeado curador especial. Será o presente edital, por extrato, afixado e publicado na forma da lei. NADA MAIS. Dado e passado nesta cidade de São Paulo, aos 20 de setembro de 2021.	[11, 1393, 331, 1436]
itariri-paragraph: DATA DA REALIZAÇÃO: DIA 14/10/2021, ÀS 09:00 HORAS. OS ENVELOPES CONTENDO A PROPOSTA E OS DOCUMENTOS DE HABILITAÇÃO SERÃO RECEBIDOS NA SESSÃO DE PROCESSAMENTO LOGO APÓS O CREDENCIAMENTO DOS INTERESSADOS.	[688, 285, 995, 331]
auction-body: Edital de 1º e 2º Praça do(s) bem(ns) abaixo descrito(s) e para intimação do(s) executado(s) e interessados. O Doutor(a) Juiz(a) de Direito da Vara Cível, na forma da lei, FAZ SABER aos que o presente edital virem ou dele conhecimento tiverem, que a leiloeira oficial, devidamente habilitada, levará a público pregão de venda e arrematação, através da plataforma eletrônica www.lancetotal.com.br, o(s) bem(ns) abaixo descrito(s), em conformidade com o disposto nos artigos 879 a 903 do Código de Processo Civil. A 1ª Praça terá início no dia 28/09/2021 às 12h00min e término no dia 01/10/2021 às 12h00min, onde serão aceitos lances iguais ou superiores ao valor da avaliação; não havendo lance, seguir-se-á sem interrupção a 2ª Praça, que se encerrará no dia 22/10/2021 às 12h00min, onde serão aceitos lances mínimos de 60% do valor da avaliação. DESCRIÇÃO DO BEM: Imóvel objeto da matrícula do Cartório de Registro de Imóveis da Comarca, com área, medidas e confrontações descritas na respectiva matrícula, cadastro municipal e demais ônus constantes dos autos. Consta da referida matrícula a existência de benfeitorias, ônus e gravames que deverão ser verificados pelos interessados. AVALIAÇÃO: conforme laudo constante dos autos, a ser atualizado na data da praça. Os débitos de IPTU e demais taxas ficam sub-rogados no preço da arrematação, nos termos do art. 130, parágrafo único, do CTN. O arrematante deverá pagar, além do preço, a comissão da leiloeira de 5% sobre o valor da arrematação, não se incluindo no valor do lance. O pagamento poderá ser realizado à vista ou de forma parcelada, nos termos do art. 895 do CPC. Ficam os executados e demais interessados intimados das datas das praças, caso não localizados pessoalmente. O presente edital será afixado e publicado na forma da lei.	[346, 1258, 668, 1392]
notice-body: Encontra-se aberto no Hospital Regional Sul, o Pregão Eletrônico nº 282/2021, oferta de compras nº 090147000012021oc00098 - Processo nº 34907/2021, destinado à PRESTAÇÃO DE SERVIÇOS DE RECEPÇÃO	[13, 117, 329, 151]
legal-notice-text: Edital de Intimação - prazo de 20 dias. Processo nº 1004567-89.2019.8.26.0005. O(A) MM. Juiz(a) de Direito da Vara Cível do Foro Regional, Estado de São Paulo, FAZ SABER ao executado que por este Juízo tramita uma ação de Cumprimento de Sentença, movida por credor, encontrando-se o réu em lugar incerto e não sabido, foi determinada a sua INTIMAÇÃO por EDITAL, para que, no prazo de 15 dias úteis, que fluirá após o decurso do prazo do presente edital, pague a quantia devida, devidamente atualizada, sob pena de multa de 10% sobre o valor do débito e honorários advocatícios de 10%, nos termos do artigo 523 do Código de Processo Civil. Será o presente edital, por extrato, afixado e publicado na forma da lei. NADA MAIS.	[683, 1381, 1000, 1418]
indaiatuba-header	[348, 478, 666, 512]
legal-notice-text: Edital de Intimação - prazo de 20 dias. Processo nº 1004567-89.2019.8.26.0005. O(A) MM. Juiz(a) de Direito da Vara Cível do Foro Regional, Estado de São Paulo, FAZ SABER ao executado que por este Juízo tramita uma ação de Cumprimento de Sentença, movida por credor, encontrando-se o réu em lugar incerto e não sabido, foi determinada a sua INTIMAÇÃO por EDITAL, para que, no prazo de 15 dias úteis, que fluirá após o decurso do prazo do presente edital, pague a quantia devida, devidamente atualizada, sob pena de multa de 10% sobre o valor do débito e honorários advocatícios de 10%, nos termos do artigo 523 do Código de Processo Civil. Será o presente edital, por extrato, afixado e publicado na forma da lei. NADA MAIS.	[683, 949, 1000, 986]
legal-notice-text: Edital de Intimação - prazo de 20 dias. Processo nº 1004567-89.2019.8.26.0005. O(A) MM. Juiz(a) de Direito da Vara Cível do Foro Regional, Estado de São Paulo, FAZ SABER ao executado que por este Juízo tramita uma ação de Cumprimento de Sentença, movida por credor, encontrando-se o réu em lugar incerto e não sabido, foi determinada a sua INTIMAÇÃO por EDITAL, para que, no prazo de 15 dias úteis, que fluirá após o decurso do prazo do presente edital, pague a quantia devida, devidamente atualizada, sob pena de multa de 10% sobre o valor do débito e honorários advocatícios de 10%, nos termos do artigo 523 do Código de Processo Civil. Será o presente edital, por extrato, afixado e publicado na forma da lei. NADA MAIS.	[683, 853, 1000, 890]
masthead-rule	[8, 44, 1003, 46]
legal-notice	[678, 1378, 1005, 1422]
legal-notice	[678, 706, 1005, 750]
legal-notice	[6, 1660, 336, 1710]
legal-notice-text: EDITAL DE CITAÇÃO - PRAZO DE 20 DIAS. PROCESSO Nº 1000721-56.2020.8.26.0010. O(A) MM. Juiz(a) de Direito da 2ª Vara Cível, do Foro Regional X - Ipiranga, Estado de São Paulo, Dr(a). FAZ SABER a(o) réu, que lhe foi proposta uma ação de Procedimento Comum Cível por parte de ASSOCIAÇÃO DOS MORADORES, alegando em síntese a cobrança de contribuições associativas vencidas e vincendas, relativas ao imóvel descrito na inicial. Encontrando-se o réu em lugar incerto e não sabido, foi determinada a sua CITAÇÃO, por EDITAL, para os atos e termos da ação proposta e para que, no prazo de 15 dias, que fluirá após o decurso do prazo do presente edital, apresente resposta. Não sendo contestada a ação, o réu será considerado revel, caso em que será nomeado curador especial. Será o presente edital, por extrato, afixado e publicado na forma da lei. NADA MAIS. Dado e passado nesta cidade de São Paulo, aos 20 de setembro de 2021.	[11, 1501, 331, 1544]
itariri-title: PREFEITURA MUNICIPAL DE ITARIRI	[760, 67, 955, 80]
auction-notice	[340, 706, 674, 1828]
notice-org-line: COORDENADORIA DE SERVIÇOS DE SAÚDE	[73, 68, 269, 79]
legal-notice-text: Edital de Intimação - prazo de 20 dias. Processo nº 1004567-89.2019.8.26.0005. O(A) MM. Juiz(a) de Direito da Vara Cível do Foro Regional, Estado de São Paulo, FAZ SABER ao executado que por este Juízo tramita uma ação de Cumprimento de Sentença, movida por credor, encontrando-se o réu em lugar incerto e não sabido, foi determinada a sua INTIMAÇÃO por EDITAL, para que, no prazo de 15 dias úteis, que fluirá após o decurso do prazo do presente edital, pague a quantia devida, devidamente atualizada, sob pena de multa de 10% sobre o valor do débito e honorários advocatícios de 10%, nos termos do artigo 523 do Código de Processo Civil. Será o presente edital, por extrato, afixado e publicado na forma da lei. NADA MAIS.	[683, 997, 1000, 1034]
column-center	[340, 52, 674, 2037]
legal-notice-text: Edital de Intimação - prazo de 20 dias. Processo nº 1004567-89.2019.8.26.0005. O(A) MM. Juiz(a) de Direito da Vara Cível do Foro Regional, Estado de São Paulo, FAZ SABER ao executado que por este Juízo tramita uma ação de Cumprimento de Sentença, movida por credor, encontrando-se o réu em lugar incerto e não sabido, foi determinada a sua INTIMAÇÃO por EDITAL, para que, no prazo de 15 dias úteis, que fluirá após o decurso do prazo do presente edital, pague a quantia devida, devidamente atualizada, sob pena de multa de 10% sobre o valor do débito e honorários advocatícios de 10%, nos termos do artigo 523 do Código de Processo Civil. Será o presente edital, por extrato, afixado e publicado na forma da lei. NADA MAIS.	[683, 1093, 1000, 1130]
legal-notice	[678, 1090, 1005, 1134]
legal-notice-text: EDITAL DE CITAÇÃO - PRAZO DE 20 DIAS. PROCESSO Nº 1000721-56.2020.8.26.0010. O(A) MM. Juiz(a) de Direito da 2ª Vara Cível, do Foro Regional X - Ipiranga, Estado de São Paulo, Dr(a). FAZ SABER a(o) réu, que lhe foi proposta uma ação de Procedimento Comum Cível por parte de ASSOCIAÇÃO DOS MORADORES, alegando em síntese a cobrança de contribuições associativas vencidas e vincendas, relativas ao imóvel descrito na inicial. Encontrando-se o réu em lugar incerto e não sabido, foi determinada a sua CITAÇÃO, por EDITAL, para os atos e termos da ação proposta e para que, no prazo de 15 dias, que fluirá após o decurso do prazo do presente edital, apresente resposta. Não sendo contestada a ação, o réu será considerado revel, caso em que será nomeado curador especial. Será o presente edital, por extrato, afixado e publicado na forma da lei. NADA MAIS. Dado e passado nesta cidade de São Paulo, aos 20 de setembro de 2021.	[11, 1177, 331, 1220]
indaiatuba-header	[348, 256, 666, 290]
itariri-subtitle: AVISO DE LICITAÇÃO	[794, 94, 889, 104]
signature-date: INDAIATUBA, 27 DE SETEMBRO DE 2021	[409, 420, 605, 432]
legal-notice	[678, 946, 1005, 990]
indaiatuba-body: Objeto: Aquisição de capas de proteção e películas para dispositivo móvel (tablet) pertencentes à Secretaria Municipal de Educação, sendo entrega única, com prazo em até 40(quarenta) dias, de acordo com as descrições constantes do Anexo I, que faz parte integrante do processo licitatório. O edital está disponível gratuitamente, através dos sites: www.bbmnetlicitacoes.com.br e www.indaiatuba.sp.gov.br. Este Pregão se realizará de forma ELETRÔNICA, através da BBM – Bolsa Brasileira de Mercadoria, na data de 08 de outubro de 2021, às 09:00 horas. Maiores informações, no Departamento de Licitações, através do telefone nº (19) 3834-9176 / (19) 3834-9085.	[348, 292, 666, 417]
hc-logo-icon: HC HOSPITAL DAS CLÍNICAS	[251, 198, 329, 224]
legal-notice	[678, 1330, 1005, 1374]
auction-body: Edital de 1º e 2º Praça do(s) bem(ns) abaixo descrito(s) e para intimação do(s) executado(s) e interessados. O Doutor(a) Juiz(a) de Direito da Vara Cível, na forma da lei, FAZ SABER aos que o presente edital virem ou dele conhecimento tiverem, que a leiloeira oficial, devidamente habilitada, levará a público pregão de venda e arrematação, através da plataforma eletrônica www.lancetotal.com.br, o(s) bem(ns) abaixo descrito(s), em conformidade com o disposto nos artigos 879 a 903 do Código de Processo Civil. A 1ª Praça terá início no dia 28/09/2021 às 12h00min e término no dia 01/10/2021 às 12h00min, onde serão aceitos lances iguais ou superiores ao valor da avaliação; não havendo lance, seguir-se-á sem interrupção a 2ª Praça, que se encerrará no dia 22/10/2021 às 12h00min, onde serão aceitos lances mínimos de 60% do valor da avaliação. DESCRIÇÃO DO BEM: Imóvel objeto da matrícula do Cartório de Registro de Imóveis da Comarca, com área, medidas e confrontações descritas na respectiva matrícula, cadastro municipal e demais ônus constantes dos autos. Consta da referida matrícula a existência de benfeitorias, ônus e gravames que deverão ser verificados pelos interessados. AVALIAÇÃO: conforme laudo constante dos autos, a ser atualizado na data da praça. Os débitos de IPTU e demais taxas ficam sub-rogados no preço da arrematação, nos termos do art. 130, parágrafo único, do CTN. O arrematante deverá pagar, além do preço, a comissão da leiloeira de 5% sobre o valor da arrematação, não se incluindo no valor do lance. O pagamento poderá ser realizado à vista ou de forma parcelada, nos termos do art. 895 do CPC. Ficam os executados e demais interessados intimados das datas das praças, caso não localizados pessoalmente. O presente edital será afixado e publicado na forma da lei.	[346, 1392, 668, 1527]
legal-notice	[678, 850, 1005, 894]
edital-org: SECRETARIA DE ESTADO DA SAÚDE	[82, 441, 260, 453]
itariri-tomada: TOMADA DE PREÇO Nº. 002/2021	[688, 122, 824, 133]
itariri-paragraph: LOCAL: SEDE DA PREFEITURA MUNICIPAL DE ITARIRI, SITO À RUA NOSSA SENHORA DO MONTE SERRAT, N. 133, CENTRO, ITARIRI/SP. VALOR ESTIMATIVO:R$ 203.552,48 ( DUZENTOS E TRÊS MIL OITOCENTOS E CINQUENTA E DOIS REAIS E QUARENTA E OITO CENTAVOS).	[688, 337, 995, 382]
legal-notice-text: Edital de Intimação - prazo de 20 dias. Processo nº 1004567-89.2019.8.26.0005. O(A) MM. Juiz(a) de Direito da Vara Cível do Foro Regional, Estado de São Paulo, FAZ SABER ao executado que por este Juízo tramita uma ação de Cumprimento de Sentença, movida por credor, encontrando-se o réu em lugar incerto e não sabido, foi determinada a sua INTIMAÇÃO por EDITAL, para que, no prazo de 15 dias úteis, que fluirá após o decurso do prazo do presente edital, pague a quantia devida, devidamente atualizada, sob pena de multa de 10% sobre o valor do débito e honorários advocatícios de 10%, nos termos do artigo 523 do Código de Processo Civil. Será o presente edital, por extrato, afixado e publicado na forma da lei. NADA MAIS.	[683, 613, 1000, 650]
indaiatuba-title: PREFEITURA MUNICIPAL DE INDAIATUBA	[391, 256, 655, 272]
auction-body: Edital de 1º e 2º Praça do(s) bem(ns) abaixo descrito(s) e para intimação do(s) executado(s) e interessados. O Doutor(a) Juiz(a) de Direito da Vara Cível, na forma da lei, FAZ SABER aos que o presente edital virem ou dele conhecimento tiverem, que a leiloeira oficial, devidamente habilitada, levará a público pregão de venda e arrematação, através da plataforma eletrônica www.lancetotal.com.br, o(s) bem(ns) abaixo descrito(s), em conformidade com o disposto nos artigos 879 a 903 do Código de Processo Civil. A 1ª Praça terá início no dia 28/09/2021 às 12h00min e término no dia 01/10/2021 às 12h00min, onde serão aceitos lances iguais ou superiores ao valor da avaliação; não havendo lance, seguir-se-á sem interrupção a 2ª Praça, que se encerrará no dia 22/10/2021 às 12h00min, onde serão aceitos lances mínimos de 60% do valor da avaliação. DESCRIÇÃO DO BEM: Imóvel objeto da matrícula do Cartório de Registro de Imóveis da Comarca, com área, medidas e confrontações descritas na respectiva matrícula, cadastro municipal e demais ônus constantes dos autos. Consta da referida matrícula a existência de benfeitorias, ônus e gravames que deverão ser verificados pelos interessados. AVALIAÇÃO: conforme laudo constante dos autos, a ser atualizado na data da praça. Os débitos de IPTU e demais taxas ficam sub-rogados no preço da arrematação, nos termos do art. 130, parágrafo único, do CTN. O arrematante deverá pagar, além do preço, a comissão da leiloeira de 5% sobre o valor da arrematação, não se incluindo no valor do lance. O pagamento poderá ser realizado à vista ou de forma parcelada, nos termos do art. 895 do CPC. Ficam os executados e demais interessados intimados das datas das praças, caso não localizados pessoalmente. O presente edital será afixado e publicado na forma da lei.	[346, 854, 668, 988]
legal-notice-text: Edital de Intimação - prazo de 20 dias. Processo nº 1004567-89.2019.8.26.0005. O(A) MM. Juiz(a) de Direito da Vara Cível do Foro Regional, Estado de São Paulo, FAZ SABER ao executado que por este Juízo tramita uma ação de Cumprimento de Sentença, movida por credor, encontrando-se o réu em lugar incerto e não sabido, foi determinada a sua INTIMAÇÃO por EDITAL, para que, no prazo de 15 dias úteis, que fluirá após o decurso do prazo do presente edital, pague a quantia devida, devidamente atualizada, sob pena de multa de 10% sobre o valor do débito e honorários advocatícios de 10%, nos termos do artigo 523 do Código de Processo Civil. Será o presente edital, por extrato, afixado e publicado na forma da lei. NADA MAIS.	[683, 661, 1000, 698]
legal-notice-text: Edital de Intimação - prazo de 20 dias. Processo nº 1004567-89.2019.8.26.0005. O(A) MM. Juiz(a) de Direito da Vara Cível do Foro Regional, Estado de São Paulo, FAZ SABER ao executado que por este Juízo tramita uma ação de Cumprimento de Sentença, movida por credor, encontrando-se o réu em lugar incerto e não sabido, foi determinada a sua INTIMAÇÃO por EDITAL, para que, no prazo de 15 dias úteis, que fluirá após o decurso do prazo do presente edital, pague a quantia devida, devidamente atualizada, sob pena de multa de 10% sobre o valor do débito e honorários advocatícios de 10%, nos termos do artigo 523 do Código de Processo Civil. Será o presente edital, por extrato, afixado e publicado na forma da lei. NADA MAIS.	[683, 1045, 1000, 1082]
legal-notice-text: EDITAL DE CITAÇÃO - PRAZO DE 20 DIAS. PROCESSO Nº 1001234-56.2021.8.26.0002. O(A) MM. Juiz(a) de Direito da Vara Cível do Foro Regional, Estado de São Paulo, FAZ SABER a(o) réu que lhe foi proposta uma ação de Procedimento Comum Cível, objetivando a cobrança de valores em aberto. Estando o réu em lugar ignorado, expede-se edital para citação, para que no prazo de 15 dias úteis, que fluirá após o decurso do prazo do presente edital, ofereça contestação, sob pena de presumirem-se aceitos os fatos alegados. Será o presente edital, por extrato, afixado e publicado na forma da lei. NADA MAIS.	[345, 1922, 669, 1953]
legal-notice	[6, 1552, 336, 1602]
legal-notice-text: EDITAL DE CITAÇÃO - PRAZO DE 20 DIAS. PROCESSO Nº 1000721-56.2020.8.26.0010. O(A) MM. Juiz(a) de Direito da 2ª Vara Cível, do Foro Regional X - Ipiranga, Estado de São Paulo, Dr(a). FAZ SABER a(o) réu, que lhe foi proposta uma ação de Procedimento Comum Cível por parte de ASSOCIAÇÃO DOS MORADORES, alegando em síntese a cobrança de contribuições associativas vencidas e vincendas, relativas ao imóvel descrito na inicial. Encontrando-se o réu em lugar incerto e não sabido, foi determinada a sua CITAÇÃO, por EDITAL, para os atos e termos da ação proposta e para que, no prazo de 15 dias, que fluirá após o decurso do prazo do presente edital, apresente resposta. Não sendo contestada a ação, o réu será considerado revel, caso em que será nomeado curador especial. Será o presente edital, por extrato, afixado e publicado na forma da lei. NADA MAIS. Dado e passado nesta cidade de São Paulo, aos 20 de setembro de 2021.	[11, 1825, 331, 1868]
section-name: Economia	[30, 4, 167, 40]
legal-notice-text: EDITAL DE CITAÇÃO - PRAZO DE 20 DIAS. PROCESSO Nº 1001234-56.2021.8.26.0002. O(A) MM. Juiz(a) de Direito da Vara Cível do Foro Regional, Estado de São Paulo, FAZ SABER a(o) réu que lhe foi proposta uma ação de Procedimento Comum Cível, objetivando a cobrança de valores em aberto. Estando o réu em lugar ignorado, expede-se edital para citação, para que no prazo de 15 dias úteis, que fluirá após o decurso do prazo do presente edital, ofereça contestação, sob pena de presumirem-se aceitos os fatos alegados. Será o presente edital, por extrato, afixado e publicado na forma da lei. NADA MAIS.	[345, 1880, 669, 1911]
legal-notice	[340, 1834, 674, 1872]
legal-notice	[6, 1768, 336, 1818]
signature-name: NILSON ALCIDES GASPAR	[442, 433, 572, 445]
itariri-crest-icon	[688, 59, 714, 89]
legal-notice-text: EDITAL DE CITAÇÃO - PRAZO DE 20 DIAS. PROCESSO Nº 1000721-56.2020.8.26.0010. O(A) MM. Juiz(a) de Direito da 2ª Vara Cível, do Foro Regional X - Ipiranga, Estado de São Paulo, Dr(a). FAZ SABER a(o) réu, que lhe foi proposta uma ação de Procedimento Comum Cível por parte de ASSOCIAÇÃO DOS MORADORES, alegando em síntese a cobrança de contribuições associativas vencidas e vincendas, relativas ao imóvel descrito na inicial. Encontrando-se o réu em lugar incerto e não sabido, foi determinada a sua CITAÇÃO, por EDITAL, para os atos e termos da ação proposta e para que, no prazo de 15 dias, que fluirá após o decurso do prazo do presente edital, apresente resposta. Não sendo contestada a ação, o réu será considerado revel, caso em que será nomeado curador especial. Será o presente edital, por extrato, afixado e publicado na forma da lei. NADA MAIS. Dado e passado nesta cidade de São Paulo, aos 20 de setembro de 2021.	[11, 1879, 331, 1922]
legal-notice	[6, 796, 336, 846]
indaiatuba-title: PREFEITURA MUNICIPAL DE INDAIATUBA	[391, 478, 655, 494]
legal-notice-text: EDITAL DE CITAÇÃO - PRAZO DE 20 DIAS. PROCESSO Nº 1000721-56.2020.8.26.0010. O(A) MM. Juiz(a) de Direito da 2ª Vara Cível, do Foro Regional X - Ipiranga, Estado de São Paulo, Dr(a). FAZ SABER a(o) réu, que lhe foi proposta uma ação de Procedimento Comum Cível por parte de ASSOCIAÇÃO DOS MORADORES, alegando em síntese a cobrança de contribuições associativas vencidas e vincendas, relativas ao imóvel descrito na inicial. Encontrando-se o réu em lugar incerto e não sabido, foi determinada a sua CITAÇÃO, por EDITAL, para os atos e termos da ação proposta e para que, no prazo de 15 dias, que fluirá após o decurso do prazo do presente edital, apresente resposta. Não sendo contestada a ação, o réu será considerado revel, caso em que será nomeado curador especial. Será o presente edital, por extrato, afixado e publicado na forma da lei. NADA MAIS. Dado e passado nesta cidade de São Paulo, aos 20 de setembro de 2021.	[11, 1015, 331, 1058]
ibiuna-title: PREFEITURA DA ESTÂNCIA TURÍSTICA DE IBIÚNA	[390, 59, 658, 71]
legal-notice	[678, 1282, 1005, 1326]
edital-title: EDITAL	[120, 398, 178, 413]
legal-notice-text: EDITAL DE CITAÇÃO - PRAZO DE 20 DIAS. PROCESSO Nº 1000721-56.2020.8.26.0010. O(A) MM. Juiz(a) de Direito da 2ª Vara Cível, do Foro Regional X - Ipiranga, Estado de São Paulo, Dr(a). FAZ SABER a(o) réu, que lhe foi proposta uma ação de Procedimento Comum Cível por parte de ASSOCIAÇÃO DOS MORADORES, alegando em síntese a cobrança de contribuições associativas vencidas e vincendas, relativas ao imóvel descrito na inicial. Encontrando-se o réu em lugar incerto e não sabido, foi determinada a sua CITAÇÃO, por EDITAL, para os atos e termos da ação proposta e para que, no prazo de 15 dias, que fluirá após o decurso do prazo do presente edital, apresente resposta. Não sendo contestada a ação, o réu será considerado revel, caso em que será nomeado curador especial. Será o presente edital, por extrato, afixado e publicado na forma da lei. NADA MAIS. Dado e passado nesta cidade de São Paulo, aos 20 de setembro de 2021.	[11, 1447, 331, 1490]
ibiuna-sign: EDSON LUIZ SOARES – PREGOEIRO	[431, 225, 583, 236]
legal-notice-text: Edital de Intimação - prazo de 20 dias. Processo nº 1004567-89.2019.8.26.0005. O(A) MM. Juiz(a) de Direito da Vara Cível do Foro Regional, Estado de São Paulo, FAZ SABER ao executado que por este Juízo tramita uma ação de Cumprimento de Sentença, movida por credor, encontrando-se o réu em lugar incerto e não sabido, foi determinada a sua INTIMAÇÃO por EDITAL, para que, no prazo de 15 dias úteis, que fluirá após o decurso do prazo do presente edital, pague a quantia devida, devidamente atualizada, sob pena de multa de 10% sobre o valor do débito e honorários advocatícios de 10%, nos termos do artigo 523 do Código de Processo Civil. Será o presente edital, por extrato, afixado e publicado na forma da lei. NADA MAIS.	[683, 469, 1000, 506]
legal-notice	[6, 634, 336, 684]
legal-notice-text: EDITAL DE CITAÇÃO - PRAZO DE 20 DIAS. PROCESSO Nº 1000721-56.2020.8.26.0010. O(A) MM. Juiz(a) de Direito da 2ª Vara Cível, do Foro Regional X - Ipiranga, Estado de São Paulo, Dr(a). FAZ SABER a(o) réu, que lhe foi proposta uma ação de Procedimento Comum Cível por parte de ASSOCIAÇÃO DOS MORADORES, alegando em síntese a cobrança de contribuições associativas vencidas e vincendas, relativas ao imóvel descrito na inicial. Encontrando-se o réu em lugar incerto e não sabido, foi determinada a sua CITAÇÃO, por EDITAL, para os atos e termos da ação proposta e para que, no prazo de 15 dias, que fluirá após o decurso do prazo do presente edital, apresente resposta. Não sendo contestada a ação, o réu será considerado revel, caso em que será nomeado curador especial. Será o presente edital, por extrato, afixado e publicado na forma da lei. NADA MAIS. Dado e passado nesta cidade de São Paulo, aos 20 de setembro de 2021.	[11, 1123, 331, 1166]
legal-notice-text: Edital de Intimação - prazo de 20 dias. Processo nº 1004567-89.2019.8.26.0005. O(A) MM. Juiz(a) de Direito da Vara Cível do Foro Regional, Estado de São Paulo, FAZ SABER ao executado que por este Juízo tramita uma ação de Cumprimento de Sentença, movida por credor, encontrando-se o réu em lugar incerto e não sabido, foi determinada a sua INTIMAÇÃO por EDITAL, para que, no prazo de 15 dias úteis, que fluirá após o decurso do prazo do presente edital, pague a quantia devida, devidamente atualizada, sob pena de multa de 10% sobre o valor do débito e honorários advocatícios de 10%, nos termos do artigo 523 do Código de Processo Civil. Será o presente edital, por extrato, afixado e publicado na forma da lei. NADA MAIS.	[683, 1189, 1000, 1226]
indaiatuba-subtitle: PREGÃO ELETRÔNICO Nº 083/2021 - EDITAL Nº 170/2021	[386, 272, 660, 284]
masthead-info	[764, 4, 965, 30]
edital-org: GOVERNO DO ESTADO DE SÃO PAULO	[76, 428, 266, 440]
legal-notice	[678, 1042, 1005, 1086]
auction-body: Edital de 1º e 2º Praça do(s) bem(ns) abaixo descrito(s) e para intimação do(s) executado(s) e interessados. O Doutor(a) Juiz(a) de Direito da Vara Cível, na forma da lei, FAZ SABER aos que o presente edital virem ou dele conhecimento tiverem, que a leiloeira oficial, devidamente habilitada, levará a público pregão de venda e arrematação, através da plataforma eletrônica www.lancetotal.com.br, o(s) bem(ns) abaixo descrito(s), em conformidade com o disposto nos artigos 879 a 903 do Código de Processo Civil. A 1ª Praça terá início no dia 28/09/2021 às 12h00min e término no dia 01/10/2021 às 12h00min, onde serão aceitos lances iguais ou superiores ao valor da avaliação; não havendo lance, seguir-se-á sem interrupção a 2ª Praça, que se encerrará no dia 22/10/2021 às 12h00min, onde serão aceitos lances mínimos de 60% do valor da avaliação. DESCRIÇÃO DO BEM: Imóvel objeto da matrícula do Cartório de Registro de Imóveis da Comarca, com área, medidas e confrontações descritas na respectiva matrícula, cadastro municipal e demais ônus constantes dos autos. Consta da referida matrícula a existência de benfeitorias, ônus e gravames que deverão ser verificados pelos interessados. AVALIAÇÃO: conforme laudo constante dos autos, a ser atualizado na data da praça. Os débitos de IPTU e demais taxas ficam sub-rogados no preço da arrematação, nos termos do art. 130, parágrafo único, do CTN. O arrematante deverá pagar, além do preço, a comissão da leiloeira de 5% sobre o valor da arrematação, não se incluindo no valor do lance. O pagamento poderá ser realizado à vista ou de forma parcelada, nos termos do art. 895 do CPC. Ficam os executados e demais interessados intimados das datas das praças, caso não localizados pessoalmente. O presente edital será afixado e publicado na forma da lei.	[346, 1662, 668, 1796]
auction-heading: 3ª Vara Cível do Foro de Itapecerica da Serra/SP	[427, 711, 587, 719]
indaiatuba-signature	[348, 421, 666, 459]
legal-notice-text: EDITAL DE CITAÇÃO - PRAZO DE 20 DIAS. PROCESSO Nº 1001234-56.2021.8.26.0002. O(A) MM. Juiz(a) de Direito da Vara Cível do Foro Regional, Estado de São Paulo, FAZ SABER a(o) réu que lhe foi proposta uma ação de Procedimento Comum Cível, objetivando a cobrança de valores em aberto. Estando o réu em lugar ignorado, expede-se edital para citação, para que no prazo de 15 dias úteis, que fluirá após o decurso do prazo do presente edital, ofereça contestação, sob pena de presumirem-se aceitos os fatos alegados. Será o presente edital, por extrato, afixado e publicado na forma da lei. NADA MAIS.	[345, 2006, 669, 2037]
edital-org: HOSPITAL DAS CLÍNICAS DA FACULDADE DE MEDICINA	[32, 453, 310, 465]
